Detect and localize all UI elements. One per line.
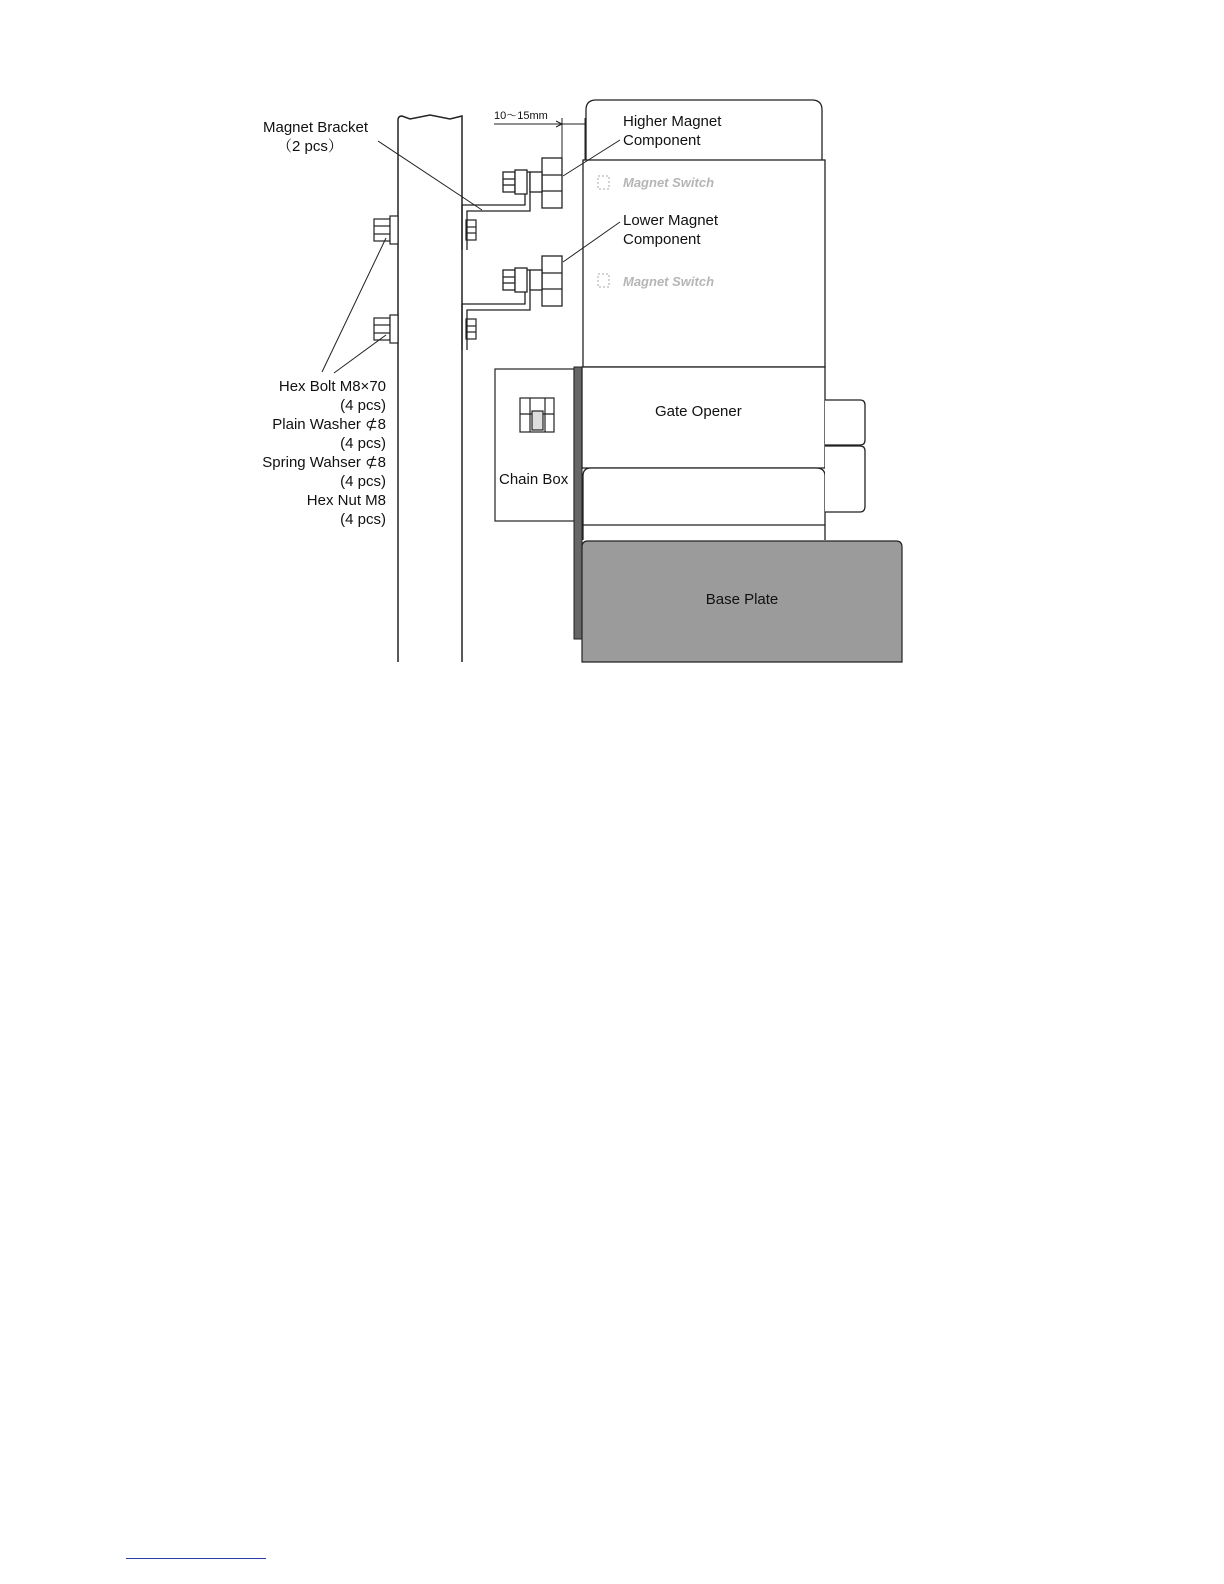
gate-opener-label: Gate Opener xyxy=(655,403,742,420)
fastener-line: Hex Nut M8 xyxy=(306,492,386,509)
lower-magnet-component xyxy=(503,256,562,306)
footnote-rule xyxy=(126,1558,266,1559)
fastener-line: (4 pcs) xyxy=(340,511,386,528)
dimension-label: 10～15mm xyxy=(494,110,548,122)
fastener-list xyxy=(262,378,386,528)
fastener-line: (4 pcs) xyxy=(340,397,386,414)
installation-diagram xyxy=(0,0,1224,700)
higher-magnet-label-2: Component xyxy=(623,132,701,149)
magnet-bracket-label: Magnet Bracket xyxy=(263,119,369,136)
fastener-line: Plain Washer ⊄8 xyxy=(272,416,386,433)
chain-box-label: Chain Box xyxy=(499,471,569,488)
lower-magnet-label-2: Component xyxy=(623,231,701,248)
left-bolt-upper xyxy=(374,216,398,244)
fastener-line: (4 pcs) xyxy=(340,473,386,490)
magnet-switch-upper-label: Magnet Switch xyxy=(623,175,715,190)
fastener-line: (4 pcs) xyxy=(340,435,386,452)
magnet-switch-lower-label: Magnet Switch xyxy=(623,274,715,289)
magnet-bracket-qty: （2 pcs） xyxy=(277,138,343,155)
chain-box xyxy=(495,369,574,521)
left-bolt-lower xyxy=(374,315,398,343)
fastener-line: Hex Bolt M8×70 xyxy=(278,378,386,395)
higher-magnet-component xyxy=(503,158,562,208)
fastener-line: Spring Wahser ⊄8 xyxy=(262,454,386,471)
lower-magnet-label-1: Lower Magnet xyxy=(623,212,719,229)
base-plate-label: Base Plate xyxy=(705,591,779,608)
higher-magnet-label-1: Higher Magnet xyxy=(623,113,722,130)
mounting-plate xyxy=(574,367,582,639)
gate-post xyxy=(398,115,462,662)
gate-opener-body xyxy=(582,367,865,540)
